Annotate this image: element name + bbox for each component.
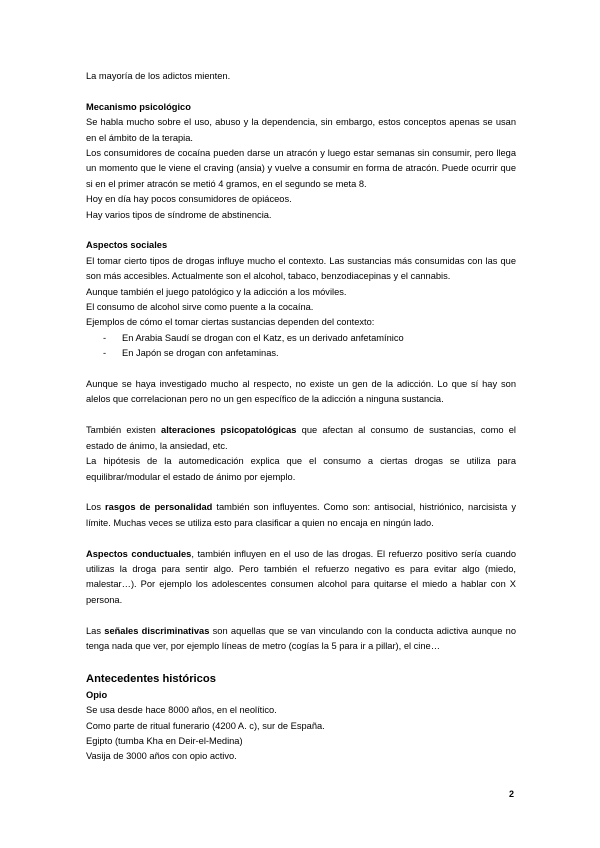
paragraph: La hipótesis de la automedicación explica que el consumo a ciertas drogas se utiliza para equilibrar/modular el estado de ánimo por ejemplo.	[86, 456, 516, 482]
paragraph: El tomar cierto tipos de drogas influye mucho el contexto. Las sustancias más consumidas con las que son más accesibles. Actualmente son el alcohol, tabaco, benzodiacepinas y el cannabis.	[86, 255, 516, 282]
paragraph: Ejemplos de cómo el tomar ciertas sustancias dependen del contexto:	[86, 317, 375, 328]
document-page	[86, 69, 516, 765]
list-item	[86, 346, 516, 361]
text-run: que afectan al consumo de sustancias, como el estado de ánimo, la ansiedad, etc.	[86, 425, 516, 451]
paragraph: Como parte de ritual funerario (4200 A. c), sur de España.	[86, 720, 325, 731]
paragraph: Vasija de 3000 años con opio activo.	[86, 751, 237, 762]
paragraph-conductuales	[86, 547, 516, 609]
page-number: 2	[509, 789, 515, 799]
text-run: , también influyen en el uso de las drogas. El refuerzo positivo sería cuando utilizas la droga para sentir algo. Pero también el refuerzo negativo es para evitar algo (miedo, malestar…). Por ejemplo los adolescentes consumen alcohol para quitarse el miedo a hablar con X persona.	[86, 548, 516, 605]
bullet-dash: -	[103, 332, 107, 343]
paragraph: Se habla mucho sobre el uso, abuso y la dependencia, sin embargo, estos conceptos apenas se usan en el ámbito de la terapia.	[86, 117, 516, 143]
paragraph: Egipto (tumba Kha en Deir-el-Medina)	[86, 735, 243, 746]
bold-term: alteraciones psicopatológicas	[161, 425, 297, 436]
paragraph-senales	[86, 624, 516, 655]
bullet-dash: -	[103, 348, 107, 359]
paragraph: Hay varios tipos de síndrome de abstinencia.	[86, 209, 272, 220]
paragraph-alteraciones	[86, 423, 516, 454]
text-run: también son influyentes. Como son: antisocial, histriónico, narcisista y límite. Muchas veces se utiliza esto para clasificar a quien no encaja en ningún lado.	[86, 502, 516, 528]
text-run: Los	[86, 502, 106, 513]
bold-term: señales discriminativas	[104, 625, 210, 636]
examples-list	[86, 331, 516, 362]
heading-antecedentes: Antecedentes históricos	[86, 672, 216, 685]
heading-sociales: Aspectos sociales	[86, 240, 168, 251]
bold-term: rasgos de personalidad	[105, 502, 213, 513]
list-item-text: En Japón se drogan con anfetaminas.	[122, 348, 279, 359]
bold-term: Aspectos conductuales	[86, 548, 192, 559]
text-run: son aquellas que se van vinculando con la conducta adictiva aunque no tenga nada que ver, por ejemplo líneas de metro (cogías la 5 para ir a pillar), el cine…	[86, 625, 517, 651]
paragraph: El consumo de alcohol sirve como puente a la cocaína.	[86, 302, 314, 313]
list-item-text: En Arabia Saudí se drogan con el Katz, es un derivado anfetamínico	[122, 332, 404, 343]
paragraph-gen: Aunque se haya investigado mucho al respecto, no existe un gen de la adicción. Lo que sí hay son alelos que correlacionan pero no un gen específico de la adicción a ninguna sustancia.	[86, 379, 516, 405]
paragraph: Aunque también el juego patológico y la adicción a los móviles.	[86, 286, 347, 297]
text-run: Las	[86, 625, 105, 636]
paragraph: Hoy en día hay pocos consumidores de opiáceos.	[86, 194, 292, 205]
paragraph: Los consumidores de cocaína pueden darse un atracón y luego estar semanas sin consumir, pero llega un momento que le viene el craving (ansia) y vuelve a consumir en forma de atracón. Puede ocurrir que si en el primer atracón se metió 4 gramos, en el segundo se meta 8.	[86, 148, 516, 189]
paragraph: Se usa desde hace 8000 años, en el neolítico.	[86, 705, 277, 716]
paragraph-personalidad	[86, 500, 516, 531]
intro-line: La mayoría de los adictos mienten.	[86, 71, 231, 81]
list-item	[86, 331, 516, 346]
subheading-opio: Opio	[86, 689, 108, 700]
text-run: También existen	[86, 425, 162, 436]
heading-mecanismo: Mecanismo psicológico	[86, 101, 191, 112]
